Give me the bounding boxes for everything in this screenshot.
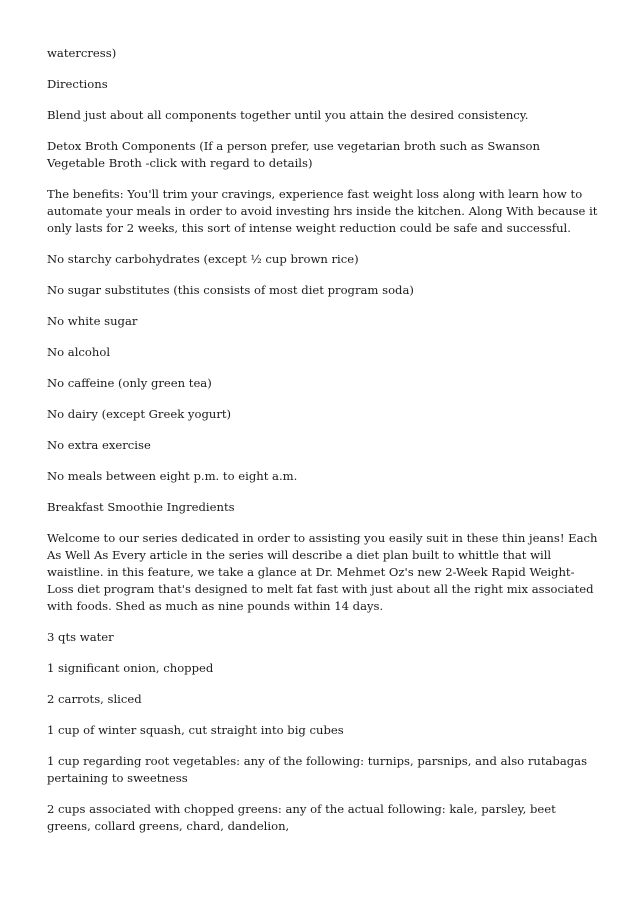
- list-item-ingredient: 1 cup regarding root vegetables: any of the following: turnips, parsnips, and also rutabagas pertaining to sweetness: [47, 754, 588, 785]
- list-item-rule: No caffeine (only green tea): [47, 376, 212, 390]
- list-item-rule: No starchy carbohydrates (except ½ cup brown rice): [47, 252, 359, 266]
- paragraph-welcome: Welcome to our series dedicated in order to assisting you easily suit in these thin jeans! Each As Well As Every article in the series will describe a diet plan built to whittle that will waistline. in this feature, we take a glance at Dr. Mehmet Oz's new 2-Week Rapid Weight-Loss diet program that's designed to melt fat fast with just about all the right mix associated with foods. Shed as much as nine pounds within 14 days.: [47, 531, 598, 613]
- list-item-ingredient: 1 cup of winter squash, cut straight into big cubes: [47, 723, 344, 737]
- list-item-rule: No dairy (except Greek yogurt): [47, 407, 232, 421]
- paragraph-blend: Blend just about all components together until you attain the desired consistency.: [47, 108, 529, 122]
- list-item-ingredient: 3 qts water: [47, 630, 114, 644]
- list-item-rule: No meals between eight p.m. to eight a.m.: [47, 469, 298, 483]
- list-item-ingredient: 2 carrots, sliced: [47, 692, 142, 706]
- list-item-rule: No sugar substitutes (this consists of most diet program soda): [47, 283, 414, 297]
- paragraph-benefits: The benefits: You'll trim your cravings, experience fast weight loss along with learn how to automate your meals in order to avoid investing hrs inside the kitchen. Along With because it only lasts for 2 weeks, this sort of intense weight reduction could be safe and successful.: [47, 187, 598, 235]
- list-item-ingredient: 1 significant onion, chopped: [47, 661, 214, 675]
- list-item-rule: No white sugar: [47, 314, 138, 328]
- heading-directions: Directions: [47, 77, 108, 91]
- list-item-rule: No extra exercise: [47, 438, 151, 452]
- heading-breakfast-smoothie: Breakfast Smoothie Ingredients: [47, 500, 235, 514]
- list-item-rule: No alcohol: [47, 345, 111, 359]
- paragraph-detox-broth: Detox Broth Components (If a person prefer, use vegetarian broth such as Swanson Vegetable Broth -click with regard to details): [47, 139, 540, 170]
- list-item-ingredient: 2 cups associated with chopped greens: any of the actual following: kale, parsley, beet greens, collard greens, chard, dandelion,: [47, 802, 556, 833]
- paragraph-watercress: watercress): [47, 46, 117, 60]
